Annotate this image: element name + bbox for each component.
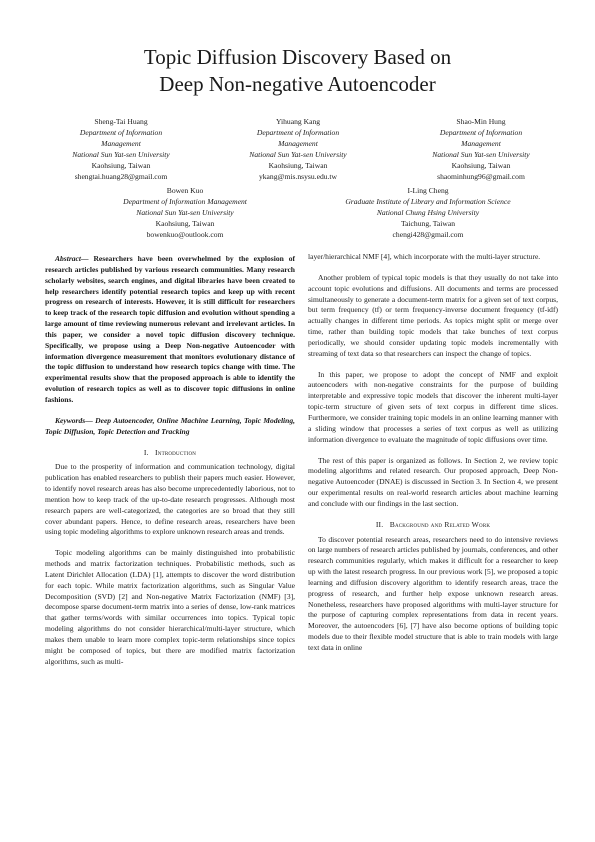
- author-block-2: [222, 116, 374, 182]
- author-city: Kaohsiung, Taiwan: [451, 161, 511, 170]
- section-title: Introduction: [155, 447, 197, 457]
- abstract: [45, 254, 295, 406]
- body-paragraph: Topic modeling algorithms can be mainly distinguished into probabilistic methods and matrix factorization techniques. Probabilistic methods, such as Latent Dirichlet Allocation (LDA) [1], attempts to discover the word distribution for each topic. While matrix factorization algorithms, such as Singular Value Decomposition (SVD) [2] and Non-negative Matrix Factorization (NMF) [3], decompose sparse document-term matrix into a series of dense, low-rank matrices that gather terms/words with similar occurrences into topics. Typical topic modeling algorithms do not consider hierarchical/multi-layer structure, which makes them unable to learn more complex topic-term relationships since topics might be composed of topics, but there are modified matrix factorization algorithms, such as multi-: [45, 548, 295, 666]
- author-block-1: [45, 116, 197, 182]
- author-department-cont: Management: [278, 139, 318, 148]
- section-heading-background: [308, 520, 558, 531]
- body-paragraph: To discover potential research areas, researchers need to do intensive reviews on large numbers of research articles published by journals, conferences, and other research communities regularly, which makes it difficult for a researcher to keep up with the latest research progress. In our previous work [5], we proposed a topic learning and diffusion discovery algorithm to identify research areas, trace the progress of research, and further help expose unknown research areas. Nonetheless, researchers have proposed algorithms with multi-layer structure for the purpose of capturing complex representations from data in recent years. Moreover, the autoencoders [6], [7] have also become options of building topic models due to their flexible model structure that is able to train models with large text data in online: [308, 534, 558, 652]
- section-number: II.: [375, 519, 384, 529]
- author-university: National Chung Hsing University: [376, 208, 480, 217]
- body-paragraph: layer/hierarchical NMF [4], which incorporate with the multi-layer structure.: [308, 252, 541, 261]
- author-department: Department of Information: [256, 128, 340, 137]
- author-city: Taichung, Taiwan: [400, 219, 456, 228]
- author-email: bowenkuo@outlook.com: [146, 230, 224, 239]
- author-department-cont: Management: [101, 139, 141, 148]
- right-column: [308, 252, 558, 832]
- author-city: Kaohsiung, Taiwan: [268, 161, 328, 170]
- author-email: shaominhung96@gmail.com: [437, 172, 525, 181]
- section-heading-introduction: [45, 448, 295, 459]
- left-column: [45, 254, 295, 834]
- abstract-label: Abstract—: [55, 254, 89, 263]
- abstract-text: Researchers have been overwhelmed by the explosion of research articles published by various research communities. Many research scholarly websites, search engines, and digital libraries have been created to help researchers identify potential research topics and keep up with recent progress on research of interests. However, it is still difficult for researchers to keep track of the research topic diffusion and evolution without spending a large amount of time reviewing numerous relevant and irrelevant articles. In this paper, we consider a novel topic diffusion discovery technique. Specifically, we propose using a Deep Non-negative Autoencoder with information divergence measurement that monitors evolutionary distance of the topic diffusion to understand how research topics change with time. The experimental results show that the proposed approach is able to identify the evolution of research topics as well as to discover topic diffusions in online fashions.: [45, 254, 295, 404]
- keywords: [45, 416, 295, 438]
- keywords-label: Keywords—: [55, 415, 93, 425]
- paper-title: [0, 44, 595, 98]
- paper-title-line-1: Topic Diffusion Discovery Based on: [143, 45, 452, 70]
- author-department: Department of Information: [439, 128, 523, 137]
- author-university: National Sun Yat-sen University: [72, 150, 170, 159]
- section-title: Background and Related Work: [389, 519, 491, 529]
- author-block-3: [405, 116, 557, 182]
- body-paragraph: The rest of this paper is organized as follows. In Section 2, we review topic modeling algorithms and related research. Our proposed approach, Deep Non-negative Autoencoder (DNAE) is discussed in Section 3. In Section 4, we present our experimental results on real-world research articles about machine learning and conclude with our findings in the last section.: [308, 455, 558, 508]
- body-paragraph: Another problem of typical topic models is that they usually do not take into account topic evolutions and diffusions. All documents and terms are processed simultaneously to generate a document-term matrix for a given set of text corpus, but term frequency (tf) or term frequency-inverse document frequency (tf-idf) actually changes in different time periods. As topics might split or merge over time, rather than building topic models that take bunches of text corpus periodically, we should consider updating topic models incrementally with streaming of text data so that researchers can inspect the change of topics.: [308, 272, 558, 358]
- body-paragraph: In this paper, we propose to adopt the concept of NMF and exploit autoencoders with non-negative constraints for the purpose of building interpretable and expressive topic models that discover the inherent multi-layer topic-term structure of given sets of text corpus in different time slices. Furthermore, we consider training topic models in an online learning manner with a sliding window that processes a series of text corpus as well as utilizing information divergence to evaluate the magnitude of topic diffusions over time.: [308, 369, 558, 444]
- author-email: chengi428@gmail.com: [392, 230, 464, 239]
- author-name: Bowen Kuo: [166, 186, 204, 195]
- author-name: Shao-Min Hung: [456, 117, 506, 126]
- author-city: Kaohsiung, Taiwan: [91, 161, 151, 170]
- body-paragraph: Due to the prosperity of information and communication technology, digital publication has enabled researchers to publish their papers much easier. However, to identify novel research areas has also become unprecedentedly laborious, not to mention how to keep track of the up-to-date research progresses. Although most research papers are well-categorized, the categories are so broad that they still cover abundant papers. Hence, to define research areas, researchers have been using topic modeling algorithms to explore unknown research areas and trends.: [45, 462, 295, 537]
- author-name: Sheng-Tai Huang: [94, 117, 148, 126]
- author-city: Kaohsiung, Taiwan: [155, 219, 215, 228]
- author-department-cont: Management: [461, 139, 501, 148]
- author-block-5: [313, 185, 543, 240]
- author-email: ykang@mis.nsysu.edu.tw: [258, 172, 338, 181]
- keywords-text: Deep Autoencoder, Online Machine Learning, Topic Modeling, Topic Diffusion, Topic Detection and Tracking: [45, 415, 295, 436]
- author-department: Graduate Institute of Library and Information Science: [345, 197, 511, 206]
- author-university: National Sun Yat-sen University: [136, 208, 234, 217]
- author-name: I-Ling Cheng: [407, 186, 449, 195]
- section-number: I.: [143, 447, 149, 457]
- author-email: shengtai.huang28@gmail.com: [74, 172, 168, 181]
- author-department: Department of Information Management: [123, 197, 247, 206]
- author-name: Yihuang Kang: [275, 117, 321, 126]
- author-university: National Sun Yat-sen University: [432, 150, 530, 159]
- author-department: Department of Information: [79, 128, 163, 137]
- paper-title-line-2: Deep Non-negative Autoencoder: [159, 72, 436, 97]
- author-university: National Sun Yat-sen University: [249, 150, 347, 159]
- author-block-4: [70, 185, 300, 240]
